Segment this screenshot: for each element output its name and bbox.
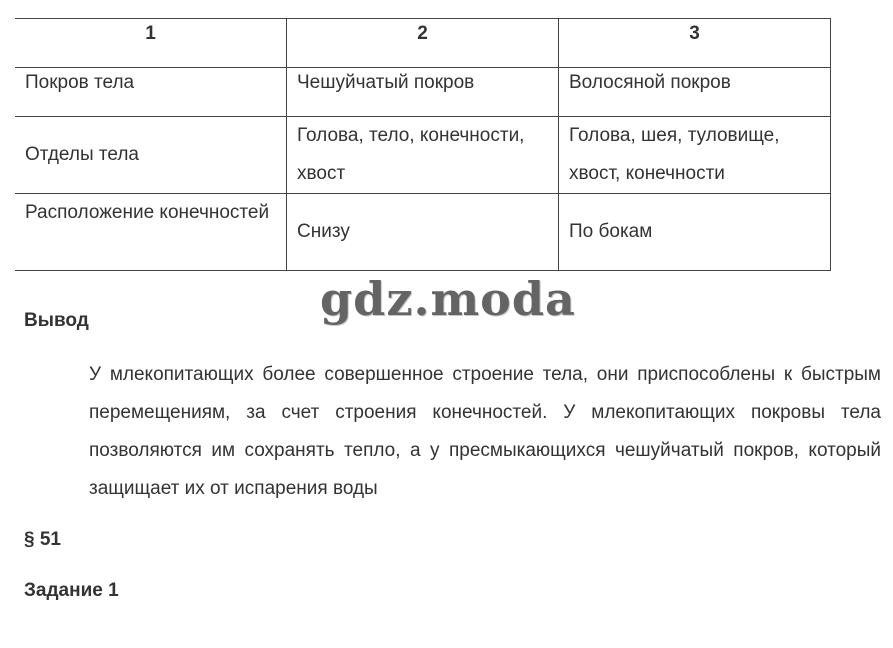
- table-cell: Расположение конечностей: [15, 194, 287, 271]
- table-cell: Снизу: [287, 194, 559, 271]
- table-cell: Волосяной покров: [559, 68, 831, 117]
- table-cell: По бокам: [559, 194, 831, 271]
- conclusion-text: У млекопитающих более совершенное строение тела, они приспособлены к быстрым перемещениям, за счет строения конечностей. У млекопитающих покровы тела позволяются им сохранять тепло, а у пресмыкающихся чешуйчатый покров, который защищает их от испарения воды: [89, 364, 881, 499]
- table-header-cell: 2: [287, 19, 559, 68]
- table-cell: Чешуйчатый покров: [287, 68, 559, 117]
- conclusion-heading: Вывод: [24, 310, 89, 331]
- table-header-cell: 3: [559, 19, 831, 68]
- watermark-logo: gdz.moda: [320, 272, 576, 326]
- table-row: [15, 68, 831, 117]
- task-heading: Задание 1: [24, 580, 119, 601]
- table-cell: Отделы тела: [15, 117, 287, 194]
- table-header-cell: 1: [15, 19, 287, 68]
- table-cell: Покров тела: [15, 68, 287, 117]
- table-row: [15, 194, 831, 271]
- comparison-table: [15, 18, 831, 271]
- table-header-row: [15, 19, 831, 68]
- section-number: § 51: [24, 529, 61, 550]
- table-cell: Голова, шея, туловище, хвост, конечности: [559, 117, 831, 194]
- table-row: [15, 117, 831, 194]
- table-cell: Голова, тело, конечности, хвост: [287, 117, 559, 194]
